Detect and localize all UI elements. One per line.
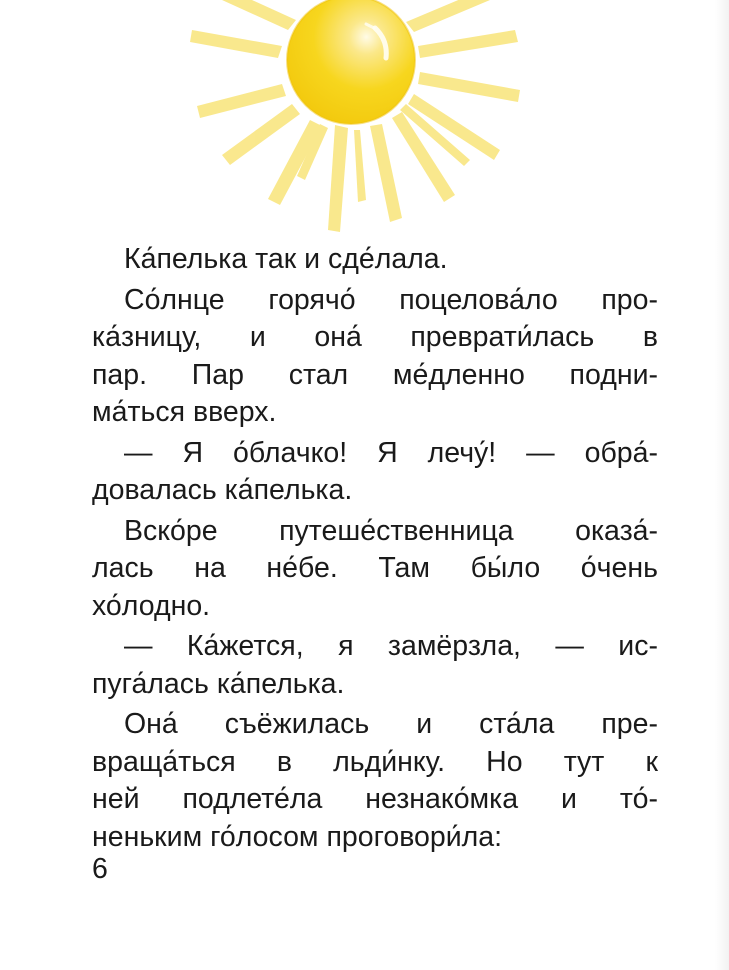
story-line: Со́лнце горячо́ поцелова́ло про- xyxy=(124,283,658,316)
story-line: враща́ться в льди́нку. Но тут к xyxy=(92,745,658,778)
story-line: лась на не́бе. Там бы́ло о́чень xyxy=(92,552,658,584)
story-line: ней подлете́ла незнако́мка и то́- xyxy=(92,783,658,815)
page-edge-shadow xyxy=(715,0,729,970)
story-line: Ка́пелька так и сде́лала. xyxy=(124,243,448,275)
story-line: ма́ться вверх. xyxy=(92,396,277,428)
story-line: хо́лодно. xyxy=(92,589,211,622)
story-text xyxy=(92,241,658,856)
page-number: 6 xyxy=(92,853,108,885)
story-line: довалась ка́пелька. xyxy=(92,474,353,506)
story-line: — Я о́блачко! Я лечу́! — обра́- xyxy=(124,436,658,469)
story-line: Она́ съёжилась и ста́ла пре- xyxy=(124,708,658,740)
story-line: пуга́лась ка́пелька. xyxy=(92,667,345,700)
story-line: ка́зницу, и она́ преврати́лась в xyxy=(92,321,658,353)
story-line: Вско́ре путеше́ственница оказа́- xyxy=(124,514,658,547)
sun-illustration xyxy=(170,0,550,240)
story-line: — Ка́жется, я замёрзла, — ис- xyxy=(124,630,658,662)
story-line: неньким го́лосом проговори́ла: xyxy=(92,820,503,853)
story-line: пар. Пар стал ме́дленно подни- xyxy=(92,358,658,391)
sun-icon xyxy=(170,0,550,240)
